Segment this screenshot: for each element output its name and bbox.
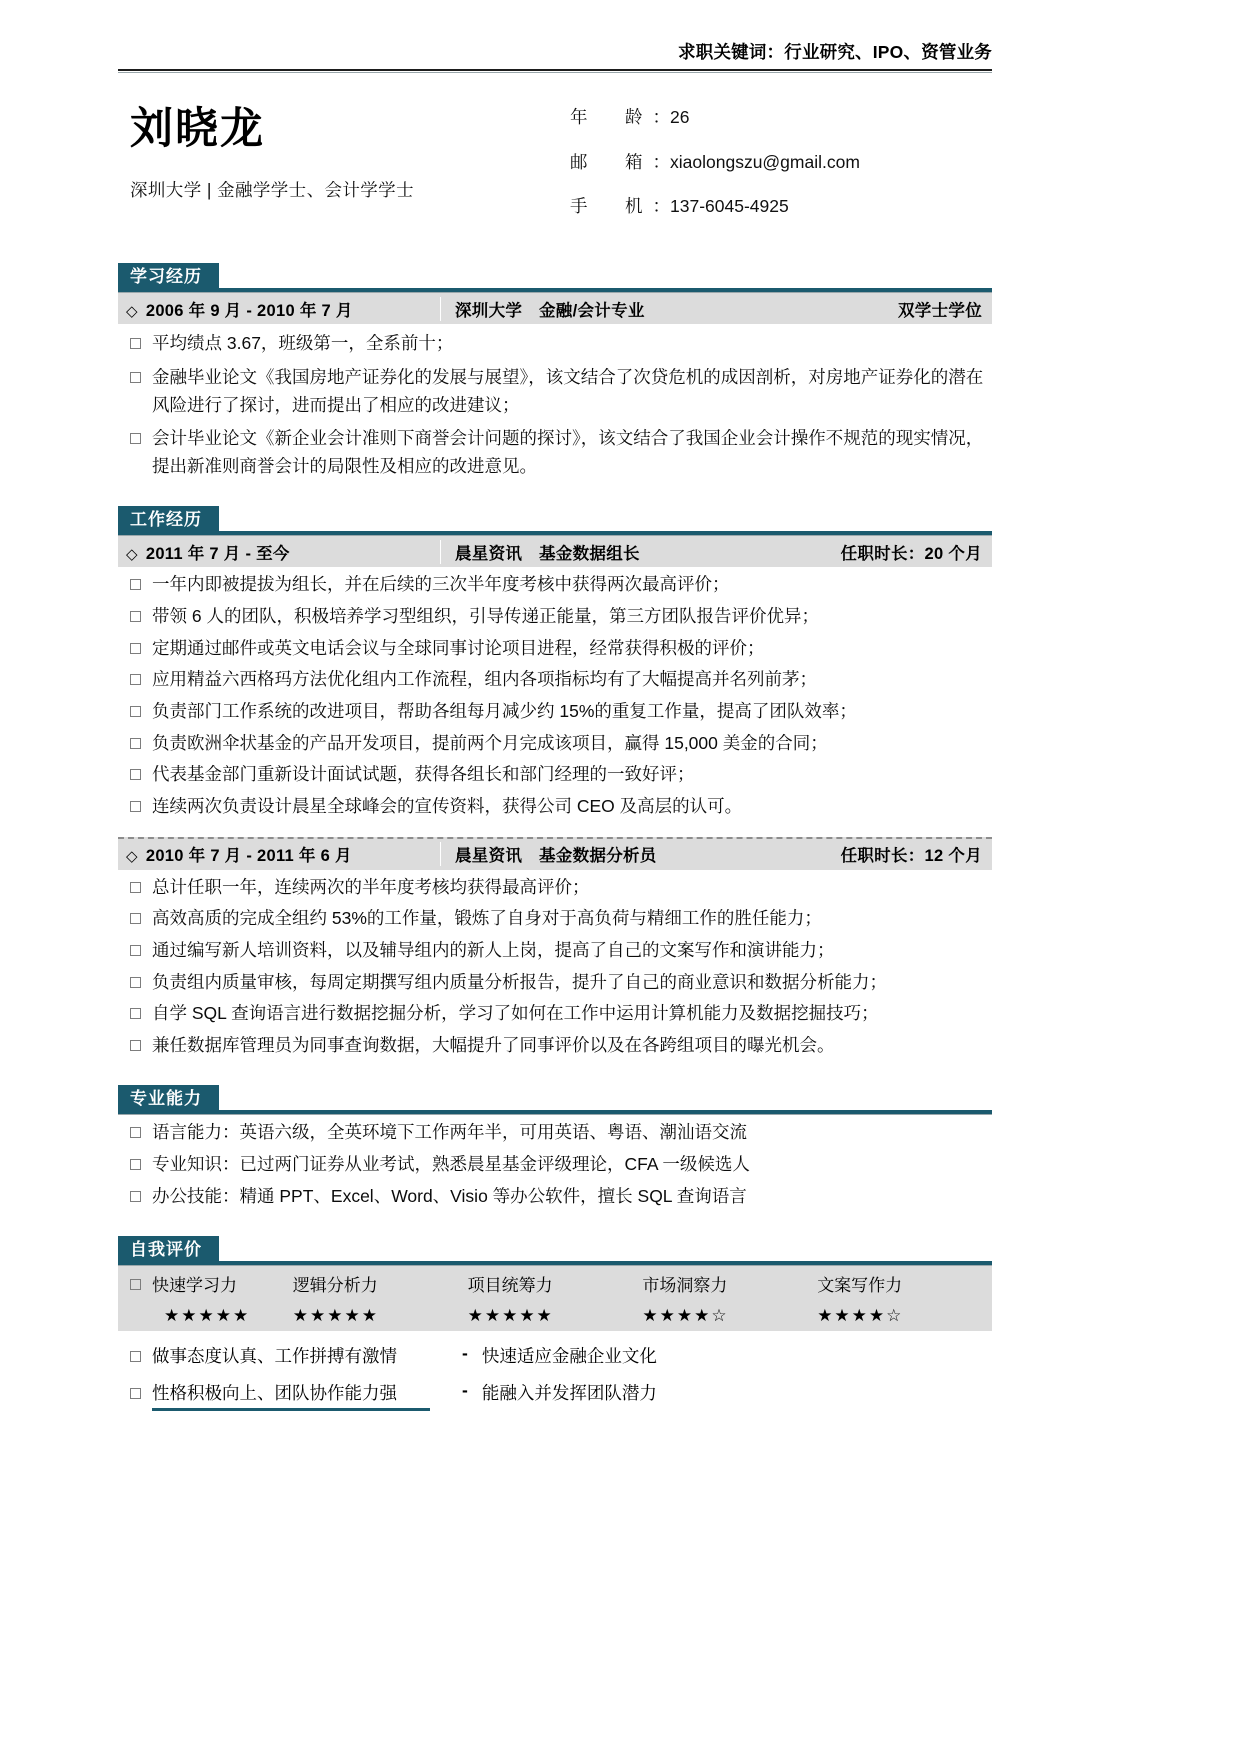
list-item-text: 定期通过邮件或英文电话会议与全球同事讨论项目进程，经常获得积极的评价； — [152, 637, 765, 658]
list-item — [118, 358, 992, 419]
ability-stars: ★★★★★ — [164, 1306, 251, 1326]
section-work-title: 工作经历 — [118, 506, 219, 535]
section-education-rule — [118, 288, 992, 293]
contact-phone-label: 手 机 — [570, 196, 653, 217]
checkbox-icon — [130, 1191, 141, 1202]
education-entry-date-wrap — [118, 297, 440, 321]
trait-dash-2: - — [462, 1380, 468, 1401]
list-item — [118, 933, 992, 965]
checkbox-icon — [130, 769, 141, 780]
checkbox-icon — [130, 674, 141, 685]
education-entry-bar — [118, 293, 992, 324]
list-item-text: 办公技能：精通 PPT、Excel、Word、Visio 等办公软件，擅长 SQL 查询语言 — [152, 1185, 747, 1206]
list-item-text: 高效高质的完成全组约 53%的工作量，锻炼了自身对于高负荷与精细工作的胜任能力； — [152, 908, 822, 929]
list-item — [118, 1115, 992, 1147]
section-selfeval — [118, 1236, 992, 1405]
list-item — [118, 965, 992, 997]
section-work — [118, 506, 992, 1059]
list-item — [118, 599, 992, 631]
checkbox-icon — [130, 913, 141, 924]
contact-email-label: 邮 箱 — [570, 151, 653, 172]
checkbox-icon — [130, 1008, 141, 1019]
trait-right-1: 快速适应金融企业文化 — [481, 1346, 657, 1367]
diamond-icon: ◇ — [126, 302, 138, 320]
skills-bullet-list — [118, 1115, 992, 1210]
list-item — [118, 757, 992, 789]
education-entry-date: 2006 年 9 月 - 2010 年 7 月 — [145, 301, 353, 320]
ability-label: 文案写作力 — [817, 1276, 903, 1296]
work-bullet-list-2 — [118, 870, 992, 1060]
list-item — [118, 1028, 992, 1060]
table-row — [118, 1301, 992, 1331]
list-item-text: 平均绩点 3.67，班级第一，全系前十； — [152, 333, 454, 354]
section-education-header — [118, 263, 992, 293]
checkbox-icon — [130, 611, 141, 622]
contact-email-value: ：xiaolongszu@gmail.com — [652, 151, 860, 172]
list-item-text: 代表基金部门重新设计面试试题，获得各组长和部门经理的一致好评； — [152, 764, 695, 785]
profile-header — [118, 99, 992, 237]
checkbox-icon — [130, 977, 141, 988]
trait-left-1: 做事态度认真、工作拼搏有激情 — [152, 1346, 397, 1367]
checkbox-icon — [130, 706, 141, 717]
ability-cell — [118, 1266, 293, 1301]
list-item — [118, 662, 992, 694]
candidate-name: 刘晓龙 — [130, 105, 265, 154]
trait-dash-1: - — [462, 1343, 468, 1364]
list-item-text: 专业知识：已过两门证券从业考试，熟悉晨星基金评级理论，CFA 一级候选人 — [152, 1154, 750, 1175]
list-item — [118, 631, 992, 663]
checkbox-icon — [130, 1159, 141, 1170]
ability-cell — [293, 1266, 468, 1301]
list-item-text: 兼任数据库管理员为同事查询数据，大幅提升了同事评价以及在各跨组项目的曝光机会。 — [152, 1034, 835, 1055]
list-item-text: 通过编写新人培训资料，以及辅导组内的新人上岗，提高了自己的文案写作和演讲能力； — [152, 939, 835, 960]
table-row — [118, 1266, 992, 1301]
contact-phone-value: ：137-6045-4925 — [652, 196, 789, 217]
work-entry-duration-2: 任职时长：12 个月 — [840, 847, 982, 866]
list-item-text: 总计任职一年，连续两次的半年度考核均获得最高评价； — [152, 876, 590, 897]
checkbox-icon — [130, 1351, 141, 1362]
list-item — [118, 1179, 992, 1211]
contact-email — [570, 151, 992, 172]
ability-stars: ★★★★☆ — [642, 1306, 729, 1326]
section-work-rule — [118, 531, 992, 536]
list-item — [118, 324, 992, 358]
section-skills-title: 专业能力 — [118, 1085, 219, 1114]
candidate-education-line: 深圳大学 | 金融学学士、会计学学士 — [130, 179, 414, 200]
diamond-icon: ◇ — [126, 545, 138, 563]
list-item-text: 语言能力：英语六级，全英环境下工作两年半，可用英语、粤语、潮汕语交流 — [152, 1122, 747, 1143]
contact-age-label: 年 龄 — [570, 107, 653, 128]
section-education-title: 学习经历 — [118, 263, 219, 292]
list-item-text: 负责欧洲伞状基金的产品开发项目，提前两个月完成该项目，赢得 15,000 美金的合同； — [152, 732, 828, 753]
list-item-text: 应用精益六西格玛方法优化组内工作流程，组内各项指标均有了大幅提高并名列前茅； — [152, 669, 817, 690]
section-selfeval-title: 自我评价 — [118, 1236, 219, 1265]
checkbox-icon — [130, 433, 141, 444]
resume-content — [118, 0, 992, 1405]
ability-cell — [642, 1266, 817, 1301]
contact-phone — [570, 198, 992, 216]
ability-label: 市场洞察力 — [642, 1276, 728, 1296]
trait-left-2: 性格积极向上、团队协作能力强 — [152, 1380, 452, 1405]
list-item-text: 一年内即被提拔为组长，并在后续的三次半年度考核中获得两次最高评价； — [152, 574, 730, 595]
ability-label: 逻辑分析力 — [292, 1276, 378, 1296]
list-item-text: 负责部门工作系统的改进项目，帮助各组每月减少约 15%的重复工作量，提高了团队效率； — [152, 701, 857, 722]
contact-block — [570, 99, 992, 237]
trait-row-2 — [118, 1368, 992, 1405]
section-education — [118, 263, 992, 480]
header-divider — [118, 69, 992, 73]
contact-age — [570, 109, 992, 127]
checkbox-icon — [130, 1388, 141, 1399]
ability-stars: ★★★★★ — [292, 1306, 379, 1326]
work-entry-bar-1 — [118, 536, 992, 567]
work-entry-bar-2 — [118, 837, 992, 870]
list-item-text: 金融毕业论文《我国房地产证券化的发展与展望》，该文结合了次贷危机的成因剖析，对房地产证券化的潜在风险进行了探讨，进而提出了相应的改进建议； — [152, 366, 984, 415]
checkbox-icon — [130, 338, 141, 349]
checkbox-icon — [130, 738, 141, 749]
trait-right-2: 能融入并发挥团队潜力 — [481, 1383, 657, 1404]
checkbox-icon — [130, 372, 141, 383]
list-item — [118, 870, 992, 902]
ability-rating-table — [118, 1266, 992, 1331]
ability-label-wrap — [118, 1271, 293, 1296]
checkbox-icon — [130, 1127, 141, 1138]
list-item — [118, 726, 992, 758]
ability-stars: ★★★★☆ — [817, 1306, 904, 1326]
section-skills-header — [118, 1085, 992, 1115]
ability-label: 快速学习力 — [152, 1276, 237, 1296]
checkbox-icon — [130, 1279, 141, 1290]
list-item — [118, 901, 992, 933]
list-item — [118, 1147, 992, 1179]
profile-identity — [118, 99, 570, 237]
education-bullet-list — [118, 324, 992, 480]
work-entry-duration-1: 任职时长：20 个月 — [840, 544, 982, 563]
work-entry-date-1: 2011 年 7 月 - 至今 — [145, 544, 290, 563]
diamond-icon: ◇ — [126, 848, 138, 866]
checkbox-icon — [130, 1040, 141, 1051]
section-skills — [118, 1085, 992, 1210]
list-item-text: 连续两次负责设计晨星全球峰会的宣传资料，获得公司 CEO 及高层的认可。 — [152, 795, 743, 816]
trait-row-1 — [118, 1331, 992, 1368]
section-skills-rule — [118, 1110, 992, 1115]
work-bullet-list-1 — [118, 567, 992, 820]
checkbox-icon — [130, 643, 141, 654]
contact-age-value: ：26 — [652, 107, 690, 128]
ability-cell — [468, 1266, 643, 1301]
list-item — [118, 419, 992, 480]
checkbox-icon — [130, 579, 141, 590]
list-item — [118, 996, 992, 1028]
work-entry-date-wrap-1 — [118, 540, 440, 564]
list-item-text: 会计毕业论文《新企业会计准则下商誉会计问题的探讨》，该文结合了我国企业会计操作不规范的现实情况，提出新准则商誉会计的局限性及相应的改进意见。 — [152, 428, 984, 476]
ability-stars: ★★★★★ — [467, 1306, 554, 1326]
job-keywords: 求职关键词：行业研究、IPO、资管业务 — [678, 42, 992, 62]
list-item-text: 负责组内质量审核，每周定期撰写组内质量分析报告，提升了自己的商业意识和数据分析能力； — [152, 971, 887, 992]
checkbox-icon — [130, 945, 141, 956]
list-item — [118, 567, 992, 599]
work-entry-date-2: 2010 年 7 月 - 2011 年 6 月 — [145, 847, 352, 866]
work-entry-org-2: 晨星资讯 基金数据分析员 — [440, 842, 752, 866]
section-selfeval-rule — [118, 1261, 992, 1266]
list-item-text: 带领 6 人的团队，积极培养学习型组织，引导传递正能量，第三方团队报告评价优异； — [152, 606, 819, 627]
list-item-text: 自学 SQL 查询语言进行数据挖掘分析，学习了如何在工作中运用计算机能力及数据挖掘技巧； — [152, 1003, 879, 1024]
work-entry-date-wrap-2 — [118, 842, 440, 866]
section-selfeval-header — [118, 1236, 992, 1266]
ability-cell — [817, 1266, 992, 1301]
checkbox-icon — [130, 882, 141, 893]
list-item — [118, 694, 992, 726]
ability-label: 项目统筹力 — [467, 1276, 553, 1296]
education-entry-org: 深圳大学 金融/会计专业 — [440, 297, 798, 321]
checkbox-icon — [130, 801, 141, 812]
work-entry-org-1: 晨星资讯 基金数据组长 — [440, 540, 752, 564]
section-work-header — [118, 506, 992, 536]
education-entry-degree: 双学士学位 — [898, 301, 982, 320]
list-item — [118, 789, 992, 821]
